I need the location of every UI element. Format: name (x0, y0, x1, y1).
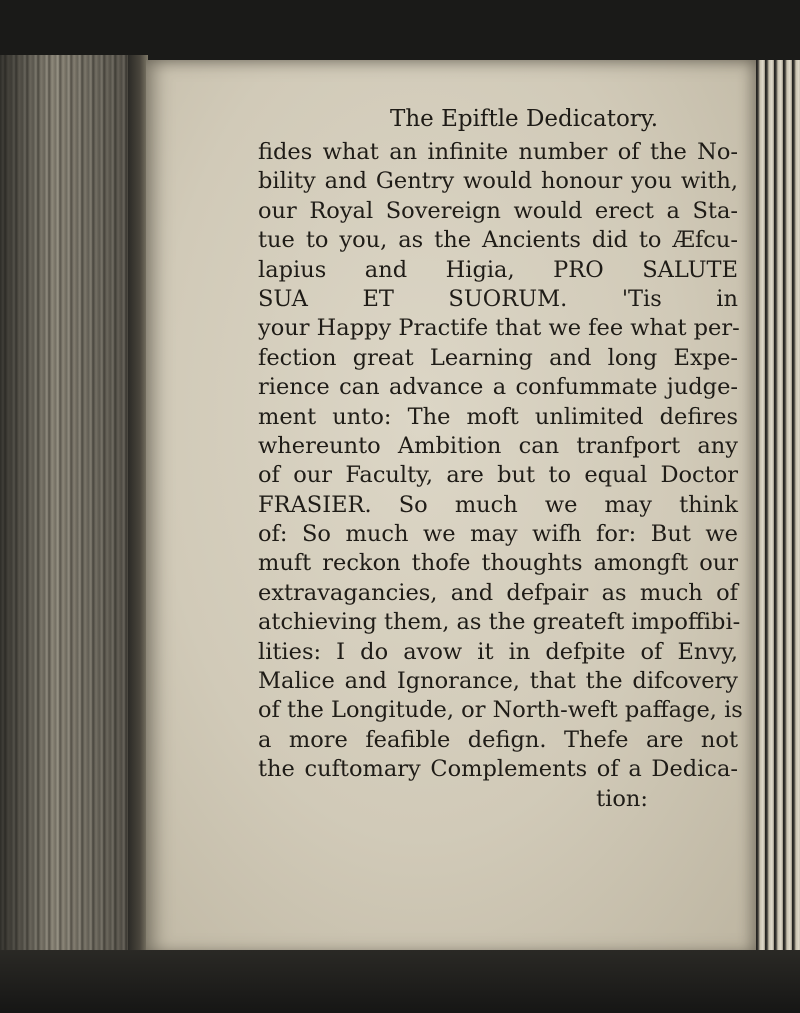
right-page-edges (756, 60, 800, 955)
left-page-shadow (0, 55, 135, 955)
text-line: FRASIER. So much we may think (258, 491, 738, 518)
text-line: rience can advance a confummate judge- (258, 374, 738, 401)
text-line: a more feafible defign. Thefe are not (258, 726, 738, 753)
text-line: your Happy Practife that we fee what per- (258, 315, 740, 342)
text-line: lapius and Higia, PRO SALUTE (258, 256, 738, 283)
text-line: of the Longitude, or North-weft paffage, is (258, 697, 743, 724)
text-line: our Royal Sovereign would erect a Sta- (258, 197, 738, 224)
text-line: Malice and Ignorance, that the difcovery (258, 668, 738, 695)
book-gutter (128, 55, 148, 955)
text-line: the cuftomary Complements of a Dedica- (258, 756, 738, 783)
text-line: fides what an infinite number of the No- (258, 139, 738, 165)
text-line: muft reckon thofe thoughts amongft our (258, 550, 738, 577)
text-line: SUA ET SUORUM. 'Tis in (258, 285, 738, 312)
text-line: whereunto Ambition can tranfport any (258, 432, 738, 459)
text-line: fection great Learning and long Expe- (258, 344, 738, 371)
catchword-line: tion: (596, 785, 648, 812)
text-line: of: So much we may wifh for: But we (258, 521, 738, 548)
text-line: extravagancies, and defpair as much of (258, 579, 738, 606)
running-head: The Epiftle Dedicatory. (390, 106, 659, 132)
text-line: ment unto: The moft unlimited defires (258, 403, 738, 430)
bottom-shadow (0, 950, 800, 1013)
body-text (258, 138, 743, 814)
text-line: bility and Gentry would honour you with, (258, 168, 738, 195)
text-line: of our Faculty, are but to equal Doctor (258, 462, 738, 489)
text-line: atchieving them, as the greateft impoffibi- (258, 609, 741, 636)
text-line: lities: I do avow it in defpite of Envy, (258, 638, 738, 665)
text-line: tue to you, as the Ancients did to Æfcu- (258, 227, 738, 254)
